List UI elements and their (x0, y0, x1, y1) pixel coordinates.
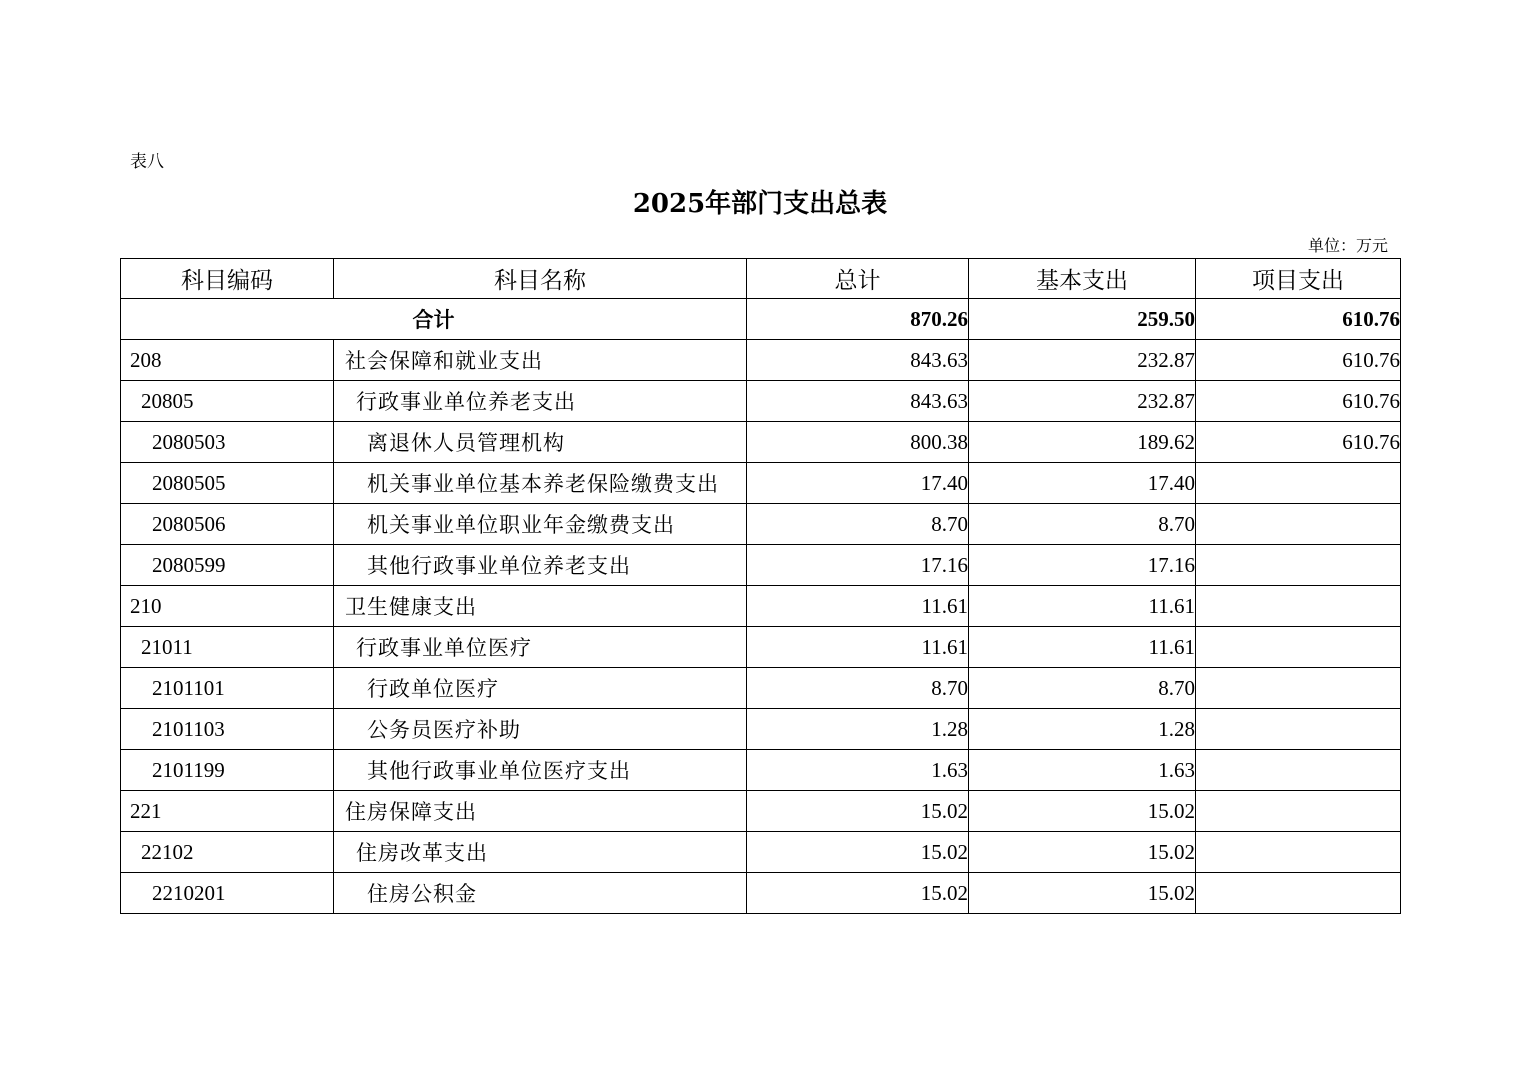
row-project (1196, 545, 1401, 586)
table-number-label: 表八 (130, 152, 164, 172)
unit-label: 单位：万元 (1307, 236, 1388, 255)
summary-total: 870.26 (747, 299, 969, 340)
row-basic: 15.02 (969, 791, 1196, 832)
row-total: 11.61 (747, 627, 969, 668)
row-name: 行政事业单位医疗 (334, 627, 747, 668)
row-total: 1.28 (747, 709, 969, 750)
row-project (1196, 586, 1401, 627)
row-code: 2210201 (121, 873, 334, 914)
row-project (1196, 873, 1401, 914)
row-total: 8.70 (747, 668, 969, 709)
row-basic: 189.62 (969, 422, 1196, 463)
row-total: 11.61 (747, 586, 969, 627)
row-project (1196, 504, 1401, 545)
row-total: 15.02 (747, 832, 969, 873)
header-project: 项目支出 (1196, 259, 1401, 299)
summary-row (121, 299, 1401, 340)
row-code: 2101199 (121, 750, 334, 791)
row-code: 208 (121, 340, 334, 381)
row-code: 210 (121, 586, 334, 627)
row-basic: 15.02 (969, 832, 1196, 873)
row-code: 2080503 (121, 422, 334, 463)
row-project: 610.76 (1196, 381, 1401, 422)
row-total: 843.63 (747, 340, 969, 381)
row-name: 其他行政事业单位医疗支出 (334, 750, 747, 791)
expenditure-table (120, 258, 1401, 914)
row-name: 住房公积金 (334, 873, 747, 914)
table-row (121, 422, 1401, 463)
header-total: 总计 (747, 259, 969, 299)
table-row (121, 791, 1401, 832)
row-total: 1.63 (747, 750, 969, 791)
summary-label: 合计 (121, 299, 747, 340)
row-total: 843.63 (747, 381, 969, 422)
row-project (1196, 668, 1401, 709)
row-code: 2080505 (121, 463, 334, 504)
table-row (121, 545, 1401, 586)
row-total: 15.02 (747, 791, 969, 832)
row-basic: 8.70 (969, 504, 1196, 545)
row-name: 公务员医疗补助 (334, 709, 747, 750)
row-name: 其他行政事业单位养老支出 (334, 545, 747, 586)
table-row (121, 586, 1401, 627)
row-total: 800.38 (747, 422, 969, 463)
row-basic: 232.87 (969, 340, 1196, 381)
row-project: 610.76 (1196, 422, 1401, 463)
row-code: 2101101 (121, 668, 334, 709)
row-project: 610.76 (1196, 340, 1401, 381)
row-project (1196, 463, 1401, 504)
table-row (121, 750, 1401, 791)
row-project (1196, 750, 1401, 791)
row-code: 20805 (121, 381, 334, 422)
page-title: 2025年部门支出总表 (632, 189, 888, 219)
row-basic: 11.61 (969, 627, 1196, 668)
row-name: 行政单位医疗 (334, 668, 747, 709)
row-name: 住房保障支出 (334, 791, 747, 832)
table-row (121, 340, 1401, 381)
row-code: 22102 (121, 832, 334, 873)
row-project (1196, 791, 1401, 832)
row-basic: 1.28 (969, 709, 1196, 750)
row-total: 17.16 (747, 545, 969, 586)
header-row (121, 259, 1401, 299)
row-basic: 17.40 (969, 463, 1196, 504)
row-basic: 8.70 (969, 668, 1196, 709)
header-code: 科目编码 (121, 259, 334, 299)
row-basic: 232.87 (969, 381, 1196, 422)
row-total: 8.70 (747, 504, 969, 545)
table-row (121, 627, 1401, 668)
row-name: 离退休人员管理机构 (334, 422, 747, 463)
header-name: 科目名称 (334, 259, 747, 299)
table-row (121, 668, 1401, 709)
row-project (1196, 709, 1401, 750)
row-code: 2080506 (121, 504, 334, 545)
row-basic: 17.16 (969, 545, 1196, 586)
row-name: 社会保障和就业支出 (334, 340, 747, 381)
row-name: 机关事业单位职业年金缴费支出 (334, 504, 747, 545)
row-project (1196, 832, 1401, 873)
row-code: 221 (121, 791, 334, 832)
table-row (121, 709, 1401, 750)
row-code: 2101103 (121, 709, 334, 750)
row-code: 2080599 (121, 545, 334, 586)
row-total: 17.40 (747, 463, 969, 504)
table-row (121, 873, 1401, 914)
table-row (121, 832, 1401, 873)
row-basic: 1.63 (969, 750, 1196, 791)
row-code: 21011 (121, 627, 334, 668)
row-project (1196, 627, 1401, 668)
row-name: 住房改革支出 (334, 832, 747, 873)
row-basic: 11.61 (969, 586, 1196, 627)
row-name: 卫生健康支出 (334, 586, 747, 627)
row-basic: 15.02 (969, 873, 1196, 914)
row-name: 行政事业单位养老支出 (334, 381, 747, 422)
summary-basic: 259.50 (969, 299, 1196, 340)
summary-project: 610.76 (1196, 299, 1401, 340)
table-row (121, 504, 1401, 545)
header-basic: 基本支出 (969, 259, 1196, 299)
row-name: 机关事业单位基本养老保险缴费支出 (334, 463, 747, 504)
table-row (121, 381, 1401, 422)
table-row (121, 463, 1401, 504)
row-total: 15.02 (747, 873, 969, 914)
